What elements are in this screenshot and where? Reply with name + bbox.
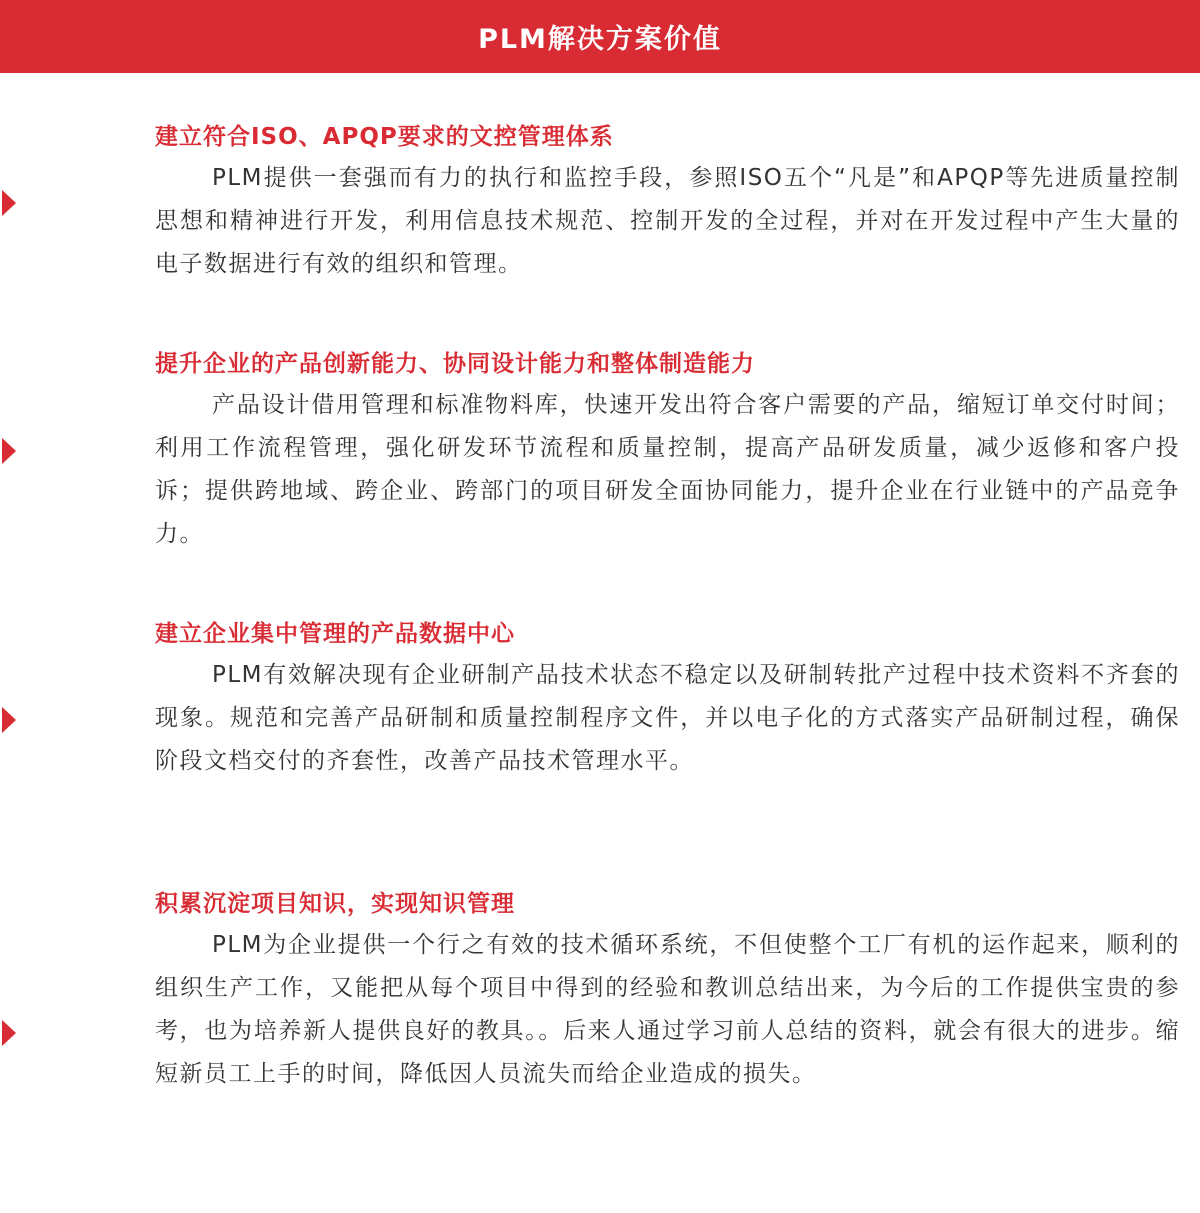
header-bar: [0, 0, 1200, 73]
section-body: PLM为企业提供一个行之有效的技术循环系统，不但使整个工厂有机的运作起来，顺利的组织生产工作，又能把从每个项目中得到的经验和教训总结出来，为今后的工作提供宝贵的参考，也为培养新人提供良好的教具。。后来人通过学习前人总结的资料，就会有很大的进步。缩短新员工上手的时间，降低因人员流失而给企业造成的损失。: [155, 932, 1180, 1087]
section-knowledge: [155, 884, 1180, 1096]
section-data-center: [155, 614, 1180, 783]
section-innovation: [155, 344, 1180, 556]
triangle-right-icon: [2, 190, 16, 216]
section-title: 建立符合ISO、APQP要求的文控管理体系: [155, 124, 614, 150]
section-body: PLM有效解决现有企业研制产品技术状态不稳定以及研制转批产过程中技术资料不齐套的现象。规范和完善产品研制和质量控制程序文件，并以电子化的方式落实产品研制过程，确保阶段文档交付的齐套性，改善产品技术管理水平。: [155, 662, 1180, 774]
section-body: 产品设计借用管理和标准物料库，快速开发出符合客户需要的产品，缩短订单交付时间；利用工作流程管理，强化研发环节流程和质量控制，提高产品研发质量，减少返修和客户投诉；提供跨地域、跨企业、跨部门的项目研发全面协同能力，提升企业在行业链中的产品竞争力。: [155, 392, 1180, 547]
triangle-right-icon: [2, 707, 16, 733]
triangle-right-icon: [2, 1020, 16, 1046]
page-title: PLM解决方案价值: [478, 24, 722, 55]
section-title: 建立企业集中管理的产品数据中心: [155, 621, 515, 647]
section-body: PLM提供一套强而有力的执行和监控手段，参照ISO五个“凡是”和APQP等先进质量控制思想和精神进行开发，利用信息技术规范、控制开发的全过程，并对在开发过程中产生大量的电子数据进行有效的组织和管理。: [155, 165, 1181, 277]
triangle-right-icon: [2, 438, 16, 464]
section-title: 提升企业的产品创新能力、协同设计能力和整体制造能力: [155, 351, 755, 377]
section-title: 积累沉淀项目知识，实现知识管理: [155, 891, 515, 917]
section-doc-control: [155, 117, 1180, 286]
